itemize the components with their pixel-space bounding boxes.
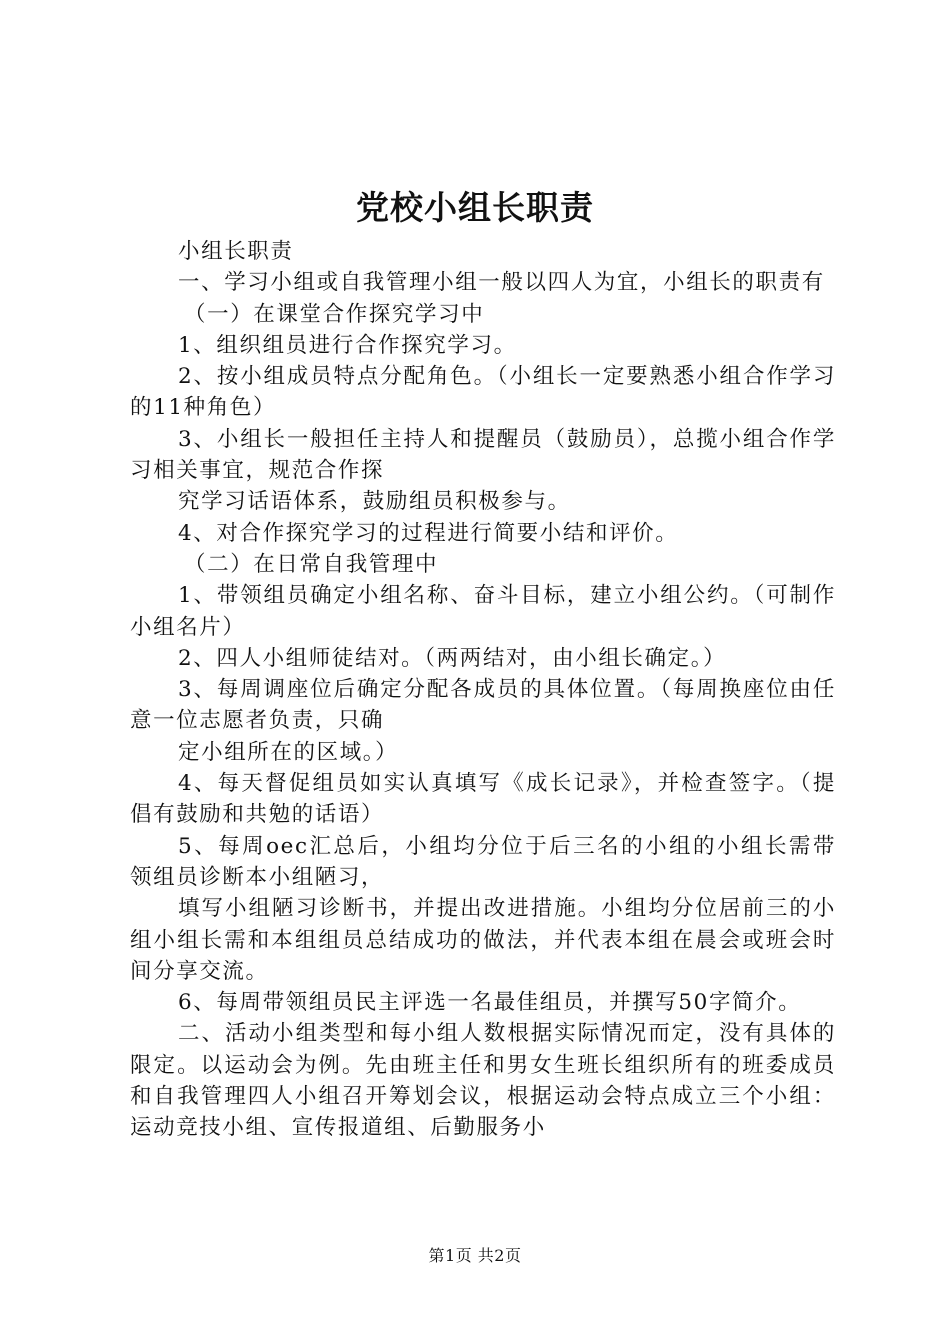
list-item: 3、每周调座位后确定分配各成员的具体位置。（每周换座位由任意一位志愿者负责，只确 bbox=[130, 677, 836, 734]
section-heading: （二）在日常自我管理中 bbox=[184, 551, 439, 577]
list-item: 2、按小组成员特点分配角色。（小组长一定要熟悉小组合作学习的11种角色） bbox=[130, 364, 836, 421]
list-item-continuation: 定小组所在的区域。） bbox=[178, 739, 399, 765]
list-item: 2、四人小组师徒结对。（两两结对，由小组长确定。） bbox=[178, 645, 727, 671]
list-item-continuation: 填写小组陋习诊断书，并提出改进措施。小组均分位居前三的小组小组长需和本组组员总结成功的做法，并代表本组在晨会或班会时间分享交流。 bbox=[130, 896, 836, 984]
list-item: 4、对合作探究学习的过程进行简要小结和评价。 bbox=[178, 520, 679, 546]
paragraph: 小组长职责 bbox=[178, 239, 294, 264]
list-item: 1、组织组员进行合作探究学习。 bbox=[178, 332, 517, 358]
list-item: 5、每周oec汇总后，小组均分位于后三名的小组的小组长需带领组员诊断本小组陋习， bbox=[130, 833, 836, 890]
section-heading: （一）在课堂合作探究学习中 bbox=[184, 301, 485, 327]
list-item: 6、每周带领组员民主评选一名最佳组员，并撰写50字简介。 bbox=[178, 990, 802, 1016]
list-item: 4、每天督促组员如实认真填写《成长记录》，并检查签字。（提倡有鼓励和共勉的话语） bbox=[130, 771, 836, 828]
list-item: 3、小组长一般担任主持人和提醒员（鼓励员），总揽小组合作学习相关事宜，规范合作探 bbox=[130, 426, 836, 484]
paragraph: 一、学习小组或自我管理小组一般以四人为宜，小组长的职责有 bbox=[178, 270, 825, 296]
document-body bbox=[130, 236, 836, 1144]
page-footer: 第1页 共2页 bbox=[428, 1246, 522, 1265]
list-item: 1、带领组员确定小组名称、奋斗目标，建立小组公约。（可制作小组名片） bbox=[130, 583, 836, 640]
document-title: 党校小组长职责 bbox=[356, 188, 594, 227]
list-item-continuation: 究学习话语体系，鼓励组员积极参与。 bbox=[178, 489, 571, 515]
paragraph: 二、活动小组类型和每小组人数根据实际情况而定，没有具体的限定。以运动会为例。先由班主任和男女生班长组织所有的班委成员和自我管理四人小组召开筹划会议，根据运动会特点成立三个小组：运动竞技小组、宣传报道组、后勤服务小 bbox=[130, 1021, 836, 1141]
